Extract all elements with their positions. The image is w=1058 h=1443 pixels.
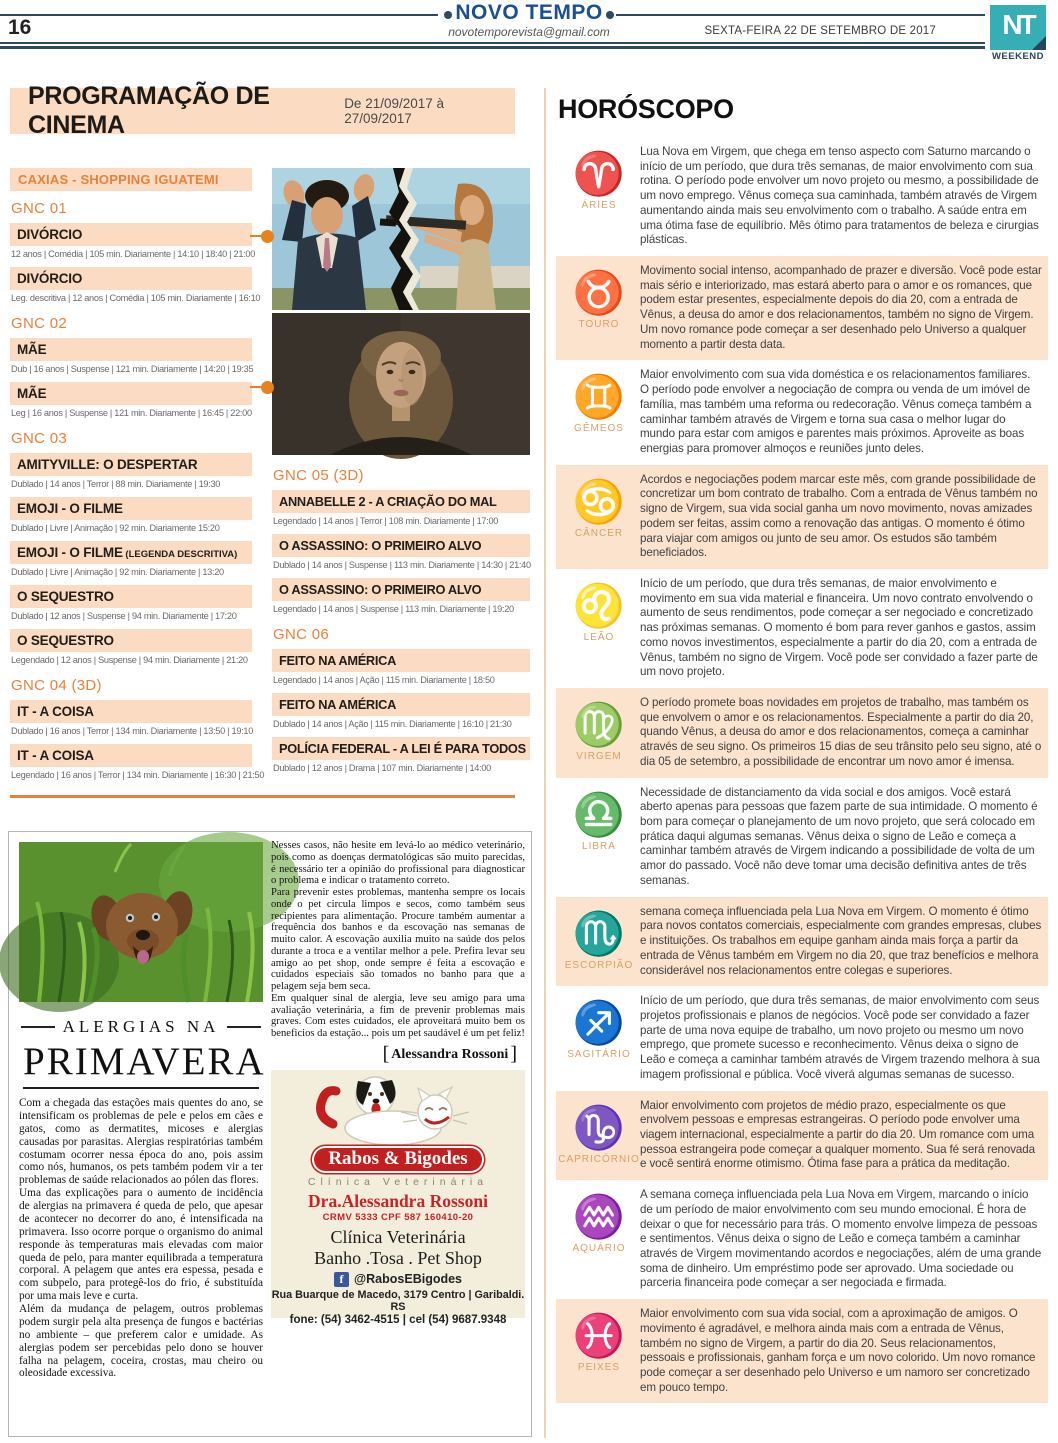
- zodiac-icon-sagitário: ♐: [572, 999, 626, 1047]
- film-bar: [10, 453, 252, 476]
- ad-brand: Rabos & Bigodes: [312, 1146, 483, 1173]
- sign-row: [556, 360, 1048, 464]
- film-title: IT - A COISA: [17, 748, 94, 763]
- film-bar: [10, 382, 252, 405]
- film-bar: [272, 578, 530, 601]
- film-bar: [10, 629, 252, 652]
- masthead-double-rule-bottom: [0, 46, 985, 49]
- nt-logo-icon: [990, 5, 1046, 50]
- nt-logo-corner: [1032, 36, 1046, 50]
- sign-icon-cell: [558, 786, 640, 889]
- film-details: Dublado | 12 anos | Suspense | 94 min. Diariamente | 17:20: [11, 611, 237, 621]
- sign-icon-cell: [558, 1099, 640, 1173]
- sign-icon-cell: [558, 264, 640, 352]
- zodiac-icon-leão: ♌: [572, 581, 626, 629]
- sign-text: Movimento social intenso, acompanhado de prazer e diversão. Você pode estar mais sério e interiorizado, mas estará aberto para o amor e os romances, que podem estar presentes, especialmente depois do dia 20, com a entrada de Vênus, a deusa do amor e dos relacionamentos, também no signo de Virgem. Um novo romance pode começar a ser desenhado pelo Universo a qualquer momento a partir desta data.: [640, 264, 1042, 351]
- masthead-title: NOVO TEMPO: [455, 1, 603, 24]
- sign-label: ESCORPIÃO: [564, 959, 634, 971]
- sign-text: Maior envolvimento com sua vida social, com a aproximação de amigos. O movimento é agradável, e melhora ainda mais com a entrada de Vênus, também no signo de Virgem, a partir do dia 20. Seus relacionamentos, pessoais e profissionais, ganham força e um novo colorido. Um novo romance pode começar a ser desenhado pelo Universo e um namoro ser concretizado em pouco tempo.: [640, 1307, 1036, 1394]
- connector-dot: [261, 381, 274, 394]
- film-title: FEITO NA AMÉRICA: [279, 653, 397, 668]
- ad-registry: CRMV 5333 CPF 587 160410-20: [322, 1211, 474, 1223]
- film-bar: [10, 267, 252, 290]
- sign-icon-cell: [558, 994, 640, 1082]
- gnc-group-label: GNC 03: [11, 430, 67, 447]
- facebook-icon: [334, 1272, 349, 1287]
- sign-row: [556, 897, 1048, 987]
- film-details: Legendado | 14 anos | Ação | 115 min. Diariamente | 18:50: [273, 675, 495, 685]
- ad-facebook-handle: @RabosEBigodes: [353, 1272, 463, 1287]
- film-bar: [10, 585, 252, 608]
- article-paragraph: Uma das explicações para o aumento de incidência de alergias na primavera é queda de pelo, que apesar de acontecer no decorrer do ano, é intensificada na primavera. Isso ocorre porque o organismo do animal responde às temperaturas mais elevadas com maior queda de pelo, para manter equilibrada a temperatura corporal. A pelagem que antes era espessa, pesada e com subpelo, para protegê-los do frio, é substituída por uma mais leve e curta.: [19, 1187, 263, 1303]
- film-title: POLÍCIA FEDERAL - A LEI É PARA TODOS: [279, 741, 526, 756]
- film-title: MÃE: [17, 386, 47, 401]
- article-column-right: [271, 840, 525, 1432]
- sign-icon-cell: [558, 905, 640, 979]
- film-details: 12 anos | Comédia | 105 min. Diariamente | 14:10 | 18:40 | 21:00: [11, 249, 256, 259]
- film-title: O ASSASSINO: O PRIMEIRO ALVO: [279, 538, 482, 553]
- film-bar: [272, 737, 530, 760]
- sign-label: TOURO: [578, 319, 620, 331]
- film-bar: [272, 649, 530, 672]
- film-details: Dub | 16 anos | Suspense | 121 min. Diariamente | 14:20 | 19:35: [11, 364, 254, 374]
- ad-tagline: Clínica Veterinária: [307, 1175, 489, 1188]
- film-details: Dublado | 14 anos | Terror | 88 min. Diariamente | 19:30: [11, 479, 221, 489]
- sign-label: PEIXES: [577, 1362, 621, 1374]
- ad-phones: fone: (54) 3462-4515 | cel (54) 9687.9348: [289, 1313, 507, 1326]
- sign-row: [556, 256, 1048, 360]
- nt-logo-letters: NT: [1002, 9, 1034, 40]
- zodiac-icon-libra: ♎: [572, 790, 626, 838]
- film-title: EMOJI - O FILME: [17, 545, 123, 560]
- film-title: IT - A COISA: [17, 704, 94, 719]
- weekend-label: WEEKEND: [991, 51, 1045, 62]
- sign-icon-cell: [558, 1188, 640, 1291]
- nt-weekend-logo: [988, 5, 1048, 62]
- sign-text: Lua Nova em Virgem, que chega em tenso aspecto com Saturno marcando o início de um período, que dura três semanas, de maior envolvimento com sua rotina. O período pode envolver um novo projeto ou mesmo, a possibilidade de um novo emprego. Vênus começa sua caminhada, também através de Virgem aumentando ainda mais seu envolvimento com o trabalho. A saúde entra em uma ótima fase de equilíbrio. Mês ótimo para tratamentos de beleza e cirurgias plásticas.: [640, 145, 1039, 247]
- sign-label: CAPRICÓRNIO: [558, 1153, 640, 1165]
- article-box: [8, 831, 532, 1437]
- gnc-group-label: GNC 02: [11, 315, 67, 332]
- section-divider: [10, 795, 515, 798]
- sign-row: [556, 465, 1048, 569]
- film-title: DIVÓRCIO: [17, 271, 83, 286]
- zodiac-icon-touro: ♉: [572, 269, 626, 317]
- film-details: Dublado | Livre | Animação | 92 min. Diariamente 15:20: [11, 523, 220, 533]
- sign-text: semana começa influenciada pela Lua Nova em Virgem. O momento é ótimo para novos contatos comerciais, especialmente com grandes empresas, clubes e instituições. Os trabalhos em equipe ganham ainda mais força a partir da entrada de Vênus também em Virgem no dia 20, que traz benefícios e melhora considerável nos relacionamentos entre colegas e superiores.: [640, 904, 1042, 977]
- movie-still-divorcio: [272, 168, 530, 310]
- article-text-left: [19, 1097, 263, 1380]
- zodiac-icon-áries: ♈: [572, 150, 626, 197]
- sign-icon-cell: [558, 577, 640, 680]
- sign-icon-cell: [558, 145, 640, 248]
- sign-label: LEÃO: [583, 631, 615, 643]
- film-details: Leg | 16 anos | Suspense | 121 min. Diariamente | 16:45 | 22:00: [11, 408, 252, 418]
- sign-row: [556, 778, 1048, 897]
- sign-label: AQUÁRIO: [572, 1243, 626, 1255]
- sign-text: Maior envolvimento com projetos de médio prazo, especialmente os que envolvem pessoas e empresas estrangeiras. O período pode envolver uma viagem internacional, especialmente a partir do dia 20. Um romance com uma pessoa estrangeira pode começar a qualquer momento. Sua fé será renovada e você sentirá enorme otimismo. Ótima fase para a prática da meditação.: [640, 1098, 1035, 1171]
- sign-text: Necessidade de distanciamento da vida social e dos amigos. Você estará aberto apenas para pessoas que fazem parte de sua intimidade. O momento é bom para começar o planejamento de um novo projeto, que será colocado em prática daqui algumas semanas. Vênus deixa o signo de Leão e começa a caminhar também através de Virgem indicando a possibilidade de volta de um amor do passado. Você não deve tomar uma decisão definitiva antes de três semanas.: [640, 785, 1038, 887]
- sign-text: Maior envolvimento com sua vida doméstica e os relacionamentos familiares. O período pode envolver a negociação de compra ou venda de um imóvel de família, mas também uma reforma ou redecoração. Vênus começa também a caminhar também através de Virgem e torna sua casa o melhor lugar do mundo para estar com amigos e parentes mais próximos. Aproveite as boas energias para promover almoços e reuniões junto deles.: [640, 368, 1032, 455]
- connector-dot: [261, 230, 274, 243]
- article-column-left: [19, 842, 266, 1430]
- film-title: O SEQUESTRO: [17, 633, 114, 648]
- article-paragraph: Em qualquer sinal de alergia, leve seu amigo para uma avaliação veterinária, a fim de prevenir problemas mais graves. Com estes cuidados, ele aproveitará muito bem os beneficios da estação... pois um pet saudável é um pet feliz!: [271, 992, 525, 1039]
- sign-text: Início de um período, que dura três semanas, de maior envolvimento e movimento em sua vida material e financeira. Um novo contrato envolvendo o aumento de seus rendimentos, pode começar a ser negociado e concretizado nas próximas semanas. O momento é bom para rever ganhos e gastos, assim como novos investimentos, especialmente a partir do dia 20, com a entrada de Vênus, também no signo de Virgem. Você pode ser convidado a fazer parte de um novo projeto.: [640, 576, 1038, 679]
- horoscope-section: [556, 94, 1048, 1403]
- page-number: 16: [8, 16, 32, 39]
- zodiac-icon-escorpião: ♏: [572, 909, 626, 957]
- column-separator: [544, 88, 546, 1438]
- film-title: FEITO NA AMÉRICA: [279, 697, 397, 712]
- cinema-section: [10, 82, 531, 780]
- article-title-line1: ALERGIAS NA: [21, 1017, 261, 1037]
- zodiac-icon-câncer: ♋: [572, 477, 626, 525]
- sign-row: [556, 137, 1048, 256]
- article-byline: [ Alessandra Rossoni ]: [271, 1043, 517, 1066]
- article-title-line2: PRIMAVERA: [23, 1039, 259, 1089]
- zodiac-icon-virgem: ♍: [572, 701, 626, 748]
- ad-service-line1: Clínica Veterinária: [330, 1226, 466, 1247]
- masthead-double-rule-top: [0, 42, 985, 44]
- sign-icon-cell: [558, 696, 640, 770]
- gnc-group-label: GNC 01: [11, 200, 67, 217]
- film-details: Dublado | Livre | Animação | 92 min. Diariamente | 13:20: [11, 567, 224, 577]
- cinema-title: PROGRAMAÇÃO DE CINEMA: [28, 82, 270, 139]
- film-details: Dublado | 14 anos | Suspense | 113 min. Diariamente | 14:30 | 21:40: [273, 560, 531, 570]
- film-title: EMOJI - O FILME: [17, 501, 123, 516]
- sign-label: CÂNCER: [574, 527, 624, 539]
- sign-label: ÁRIES: [581, 200, 617, 211]
- film-bar: [10, 744, 252, 767]
- film-bar: [10, 541, 252, 564]
- sign-text: Início de um período, que dura três semanas, de maior envolvimento com seus projetos profissionais e planos de negócios. Você pode ser convidado a fazer parte de uma nova equipe de trabalho, um novo projeto ou mesmo um novo emprego, que promete sucesso e reconhecimento. Vênus deixa o signo de Leão e começa a caminhar também através de Virgem trazendo melhora à sua imagem profissional e pública. Você viverá algumas semanas de sucesso.: [640, 994, 1040, 1081]
- zodiac-icon-aquário: ♒: [572, 1193, 626, 1241]
- dog-cat-illustration: [313, 1072, 483, 1146]
- film-details: Dublado | 12 anos | Drama | 107 min. Diariamente | 14:00: [273, 763, 491, 773]
- gnc-group-label: GNC 04 (3D): [11, 677, 102, 694]
- sign-row: [556, 1180, 1048, 1299]
- horoscope-title: HORÓSCOPO: [558, 94, 734, 124]
- sign-row: [556, 569, 1048, 688]
- vet-clinic-ad: [271, 1070, 525, 1326]
- film-details: Legendado | 16 anos | Terror | 134 min. Diariamente | 16:30 | 21:50: [11, 770, 265, 780]
- issue-date: SEXTA-FEIRA 22 DE SETEMBRO DE 2017: [704, 25, 936, 37]
- film-details: Legendado | 12 anos | Suspense | 94 min. Diariamente | 21:20: [11, 655, 248, 665]
- film-details: Leg. descritiva | 12 anos | Comédia | 105 min. Diariamente | 16:10: [11, 293, 261, 303]
- sign-icon-cell: [558, 473, 640, 561]
- sign-icon-cell: [558, 368, 640, 456]
- sign-label: LIBRA: [582, 840, 616, 852]
- sign-label: GÊMEOS: [574, 423, 624, 435]
- gnc-group-label: GNC 05 (3D): [273, 467, 364, 484]
- film-details: Legendado | 14 anos | Suspense | 113 min. Diariamente | 19:20: [273, 604, 514, 614]
- cinema-title-bar: [10, 82, 515, 139]
- horoscope-rows: [556, 137, 1048, 1403]
- article-paragraph: Nesses casos, não hesite em levá-lo ao médico veterinário, pois como as doenças dermatológicas são muito parecidas, é necessário ter a opinião do profissional para diagnosticar o problema e indicar o tratamento correto.: [271, 840, 525, 887]
- film-bar: [272, 490, 530, 513]
- film-title: MÃE: [17, 342, 47, 357]
- film-bar: [10, 497, 252, 520]
- zodiac-icon-peixes: ♓: [572, 1312, 626, 1360]
- film-title: DIVÓRCIO: [17, 227, 83, 242]
- film-details: Dublado | 14 anos | Ação | 115 min. Diariamente | 16:10 | 21:30: [273, 719, 512, 729]
- sign-text: Acordos e negociações podem marcar este mês, com grande possibilidade de concretizar um bom contrato de trabalho. Com a entrada de Vênus também no signo de Virgem, sua vida social ganha um novo movimento, novas amizades podem ser feitas, assim como a renovação das antigas. O momento é ótimo para viajar com amigos ou junto de seu amor. Os estudos são também beneficiados.: [640, 472, 1038, 560]
- cinema-column-1: [10, 200, 265, 788]
- article-paragraph: Com a chegada das estações mais quentes do ano, se intensificam os problemas de pele e pelos em cães e gatos, como as dermatites, micoses e alergias causadas por parasitas. Alergias respiratórias também costumam ocorrer nessa época do ano, pois assim como nós, humanos, os pets também podem vir a ter problemas de saúde relacionados ao pólen das flores.: [19, 1097, 263, 1187]
- sign-row: [556, 688, 1048, 778]
- film-bar: [10, 338, 252, 361]
- film-bar: [272, 693, 530, 716]
- article-text-right: [271, 840, 525, 1040]
- film-title: AMITYVILLE: O DESPERTAR: [17, 457, 198, 472]
- venue-bar: CAXIAS - SHOPPING IGUATEMI: [10, 168, 252, 191]
- film-details: Dublado | 16 anos | Terror | 134 min. Diariamente | 13:50 | 19:10: [11, 726, 254, 736]
- film-bar: [10, 223, 252, 246]
- sign-label: VIRGEM: [576, 751, 622, 762]
- sign-text: O período promete boas novidades em projetos de trabalho, mas também os que envolvem o amor e os relacionamentos. Especialmente a partir do dia 20, quando Vênus, a deusa do amor e dos relacionamentos, começa a caminhar através de seu signo. Os primeiros 15 dias de seu trânsito pelo seu signo, até o dia 05 de setembro, a possibilidade de encontrar um novo amor é imensa.: [640, 696, 1042, 768]
- zodiac-icon-capricórnio: ♑: [572, 1103, 626, 1151]
- cinema-date-range: De 21/09/2017 à 27/09/2017: [344, 96, 445, 126]
- sign-label: SAGITÁRIO: [567, 1049, 631, 1061]
- movie-still-mae: [272, 313, 530, 455]
- film-title: ANNABELLE 2 - A CRIAÇÃO DO MAL: [279, 494, 497, 509]
- sign-row: [556, 1091, 1048, 1181]
- ad-doctor-name: Dra.Alessandra Rossoni: [308, 1190, 488, 1211]
- sign-icon-cell: [558, 1307, 640, 1395]
- ad-address: Rua Buarque de Macedo, 3179 Centro | Garibaldi. RS: [271, 1288, 525, 1313]
- film-title: O ASSASSINO: O PRIMEIRO ALVO: [279, 582, 482, 597]
- film-bar: [10, 700, 252, 723]
- sign-text: A semana começa influenciada pela Lua Nova em Virgem, marcando o início de um período de maior envolvimento com seu mundo emocional. É hora de deixar o que for necessário para trás. O momento envolve limpeza de pessoas e sentimentos. Vênus deixa o signo de Leão e começa também a caminhar através de Virgem movimentando acordos e negociações, além de uma grande soma de dinheiro. Um empréstimo pode ser aprovado. Uma sociedade ou parceria financeira pode começar a ser negociada e firmada.: [640, 1188, 1042, 1290]
- zodiac-icon-gêmeos: ♊: [572, 373, 626, 421]
- article-paragraph: Além da mudança de pelagem, outros problemas podem surgir pela alta presença de fungos e bactérias no ambiente – que preferem calor e umidade. As alergias podem ser percebidas pelo dono se houver falha na pelagem, coceira, crostas, mau cheiro ou oleosidade excessiva.: [19, 1303, 263, 1380]
- film-title: O SEQUESTRO: [17, 589, 114, 604]
- gnc-group-label: GNC 06: [273, 626, 329, 643]
- article-paragraph: Para prevenir estes problemas, mantenha sempre os locais onde o pet circula limpos e secos, como também seus recipientes para alimentação. Procure também aumentar a frequência dos banhos e da escovação nas semanas de muito calor. A escovação auxilia muito na saúde dos pelos durante a troca e a ventilar melhor a pele. Prefira levar seu amigo ao pet shop, onde sempre é feita a escovação e cuidados especiais são tomados no banho para que a pelagem seja bem seca.: [271, 887, 525, 992]
- film-bar: [272, 534, 530, 557]
- film-details: Legendado | 14 anos | Terror | 108 min. Diariamente | 17:00: [273, 516, 499, 526]
- dog-photo: [19, 842, 263, 1002]
- masthead-email: novotemporevista@gmail.com: [448, 25, 610, 39]
- ad-service-line2: Banho .Tosa . Pet Shop: [314, 1247, 482, 1268]
- cinema-column-2: [272, 168, 530, 781]
- sign-row: [556, 986, 1048, 1090]
- sign-row: [556, 1299, 1048, 1403]
- film-title-suffix: (LEGENDA DESCRITIVA): [122, 549, 238, 560]
